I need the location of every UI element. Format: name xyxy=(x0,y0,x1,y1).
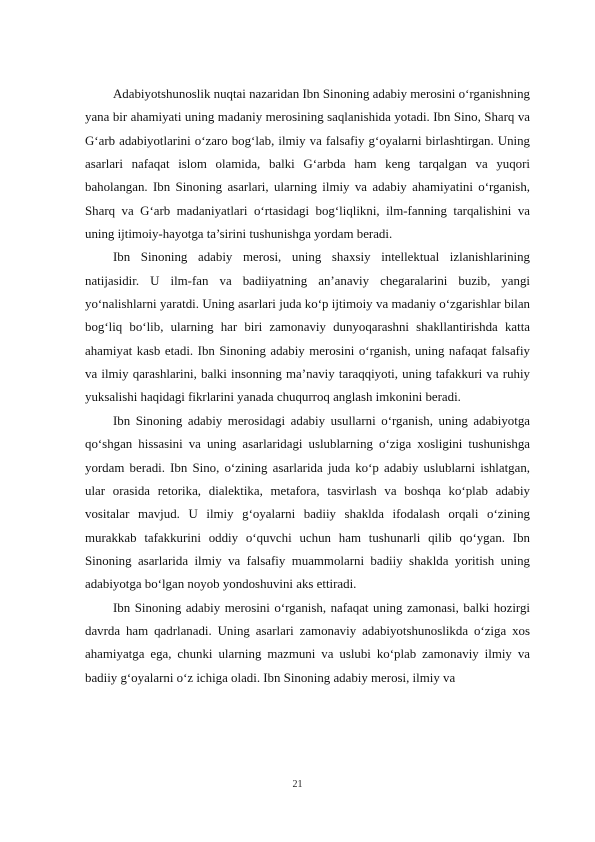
paragraph-2: Ibn Sinoning adabiy merosi, uning shaxsiy intellektual izlanishlarining natijasidir. U ilm-fan va badiiyatning an’anaviy chegaralarini buzib, yangi yo‘nalishlarni yaratdi. Uning asarlari juda ko‘p ijtimoiy va madaniy o‘zgarishlar bilan bog‘liq bo‘lib, ularning har biri zamonaviy dunyoqarashni shakllantirishda katta ahamiyat kasb etadi. Ibn Sinoning adabiy merosini o‘rganish, uning nafaqat falsafiy va ilmiy qarashlarini, balki insonning ma’naviy taraqqiyoti, uning tafakkuri va ruhiy yuksalishi haqidagi fikrlarini yanada chuqurroq anglash imkonini beradi. xyxy=(85,250,530,405)
paragraph-4: Ibn Sinoning adabiy merosini o‘rganish, nafaqat uning zamonasi, balki hozirgi davrda ham qadrlanadi. Uning asarlari zamonaviy adabiyotshunoslikda o‘ziga xos ahamiyatga ega, chunki ularning mazmuni va uslubi ko‘plab zamonaviy ilmiy va badiiy g‘oyalarni o‘z ichiga oladi. Ibn Sinoning adabiy merosi, ilmiy va xyxy=(85,600,530,685)
paragraph-1: Adabiyotshunoslik nuqtai nazaridan Ibn Sinoning adabiy merosini o‘rganishning yana bir ahamiyati uning madaniy merosining saqlanishida yotadi. Ibn Sino, Sharq va G‘arb adabiyotlarini o‘zaro bog‘lab, ilmiy va falsafiy g‘oyalarni birlashtirgan. Uning asarlari nafaqat islom olamida, balki G‘arbda ham keng tarqalgan va yuqori baholangan. Ibn Sinoning asarlari, ularning ilmiy va adabiy ahamiyatini o‘rganish, Sharq va G‘arb madaniyatlari o‘rtasidagi bog‘liqlikni, ilm-fanning tarqalishini va uning ijtimoiy-hayotga ta’sirini tushunishga yordam beradi. xyxy=(85,87,530,242)
page-number: 21 xyxy=(292,779,303,790)
body-text xyxy=(85,83,530,690)
paragraph-3: Ibn Sinoning adabiy merosidagi adabiy usullarni o‘rganish, uning adabiyotga qo‘shgan hissasini va uning asarlaridagi uslublarning o‘ziga xosligini tushunishga yordam beradi. Ibn Sino, o‘zining asarlarida juda ko‘p adabiy uslublarni ishlatgan, ular orasida retorika, dialektika, metafora, tasvirlash va boshqa ko‘plab adabiy vositalar mavjud. U ilmiy g‘oyalarni badiiy shaklda ifodalash orqali o‘zining murakkab tafakkurini oddiy o‘quvchi uchun ham tushunarli qilib qo‘ygan. Ibn Sinoning asarlarida ilmiy va falsafiy muammolarni badiiy shaklda yoritish uning adabiyotga bo‘lgan noyob yondoshuvini aks ettiradi. xyxy=(85,413,530,592)
